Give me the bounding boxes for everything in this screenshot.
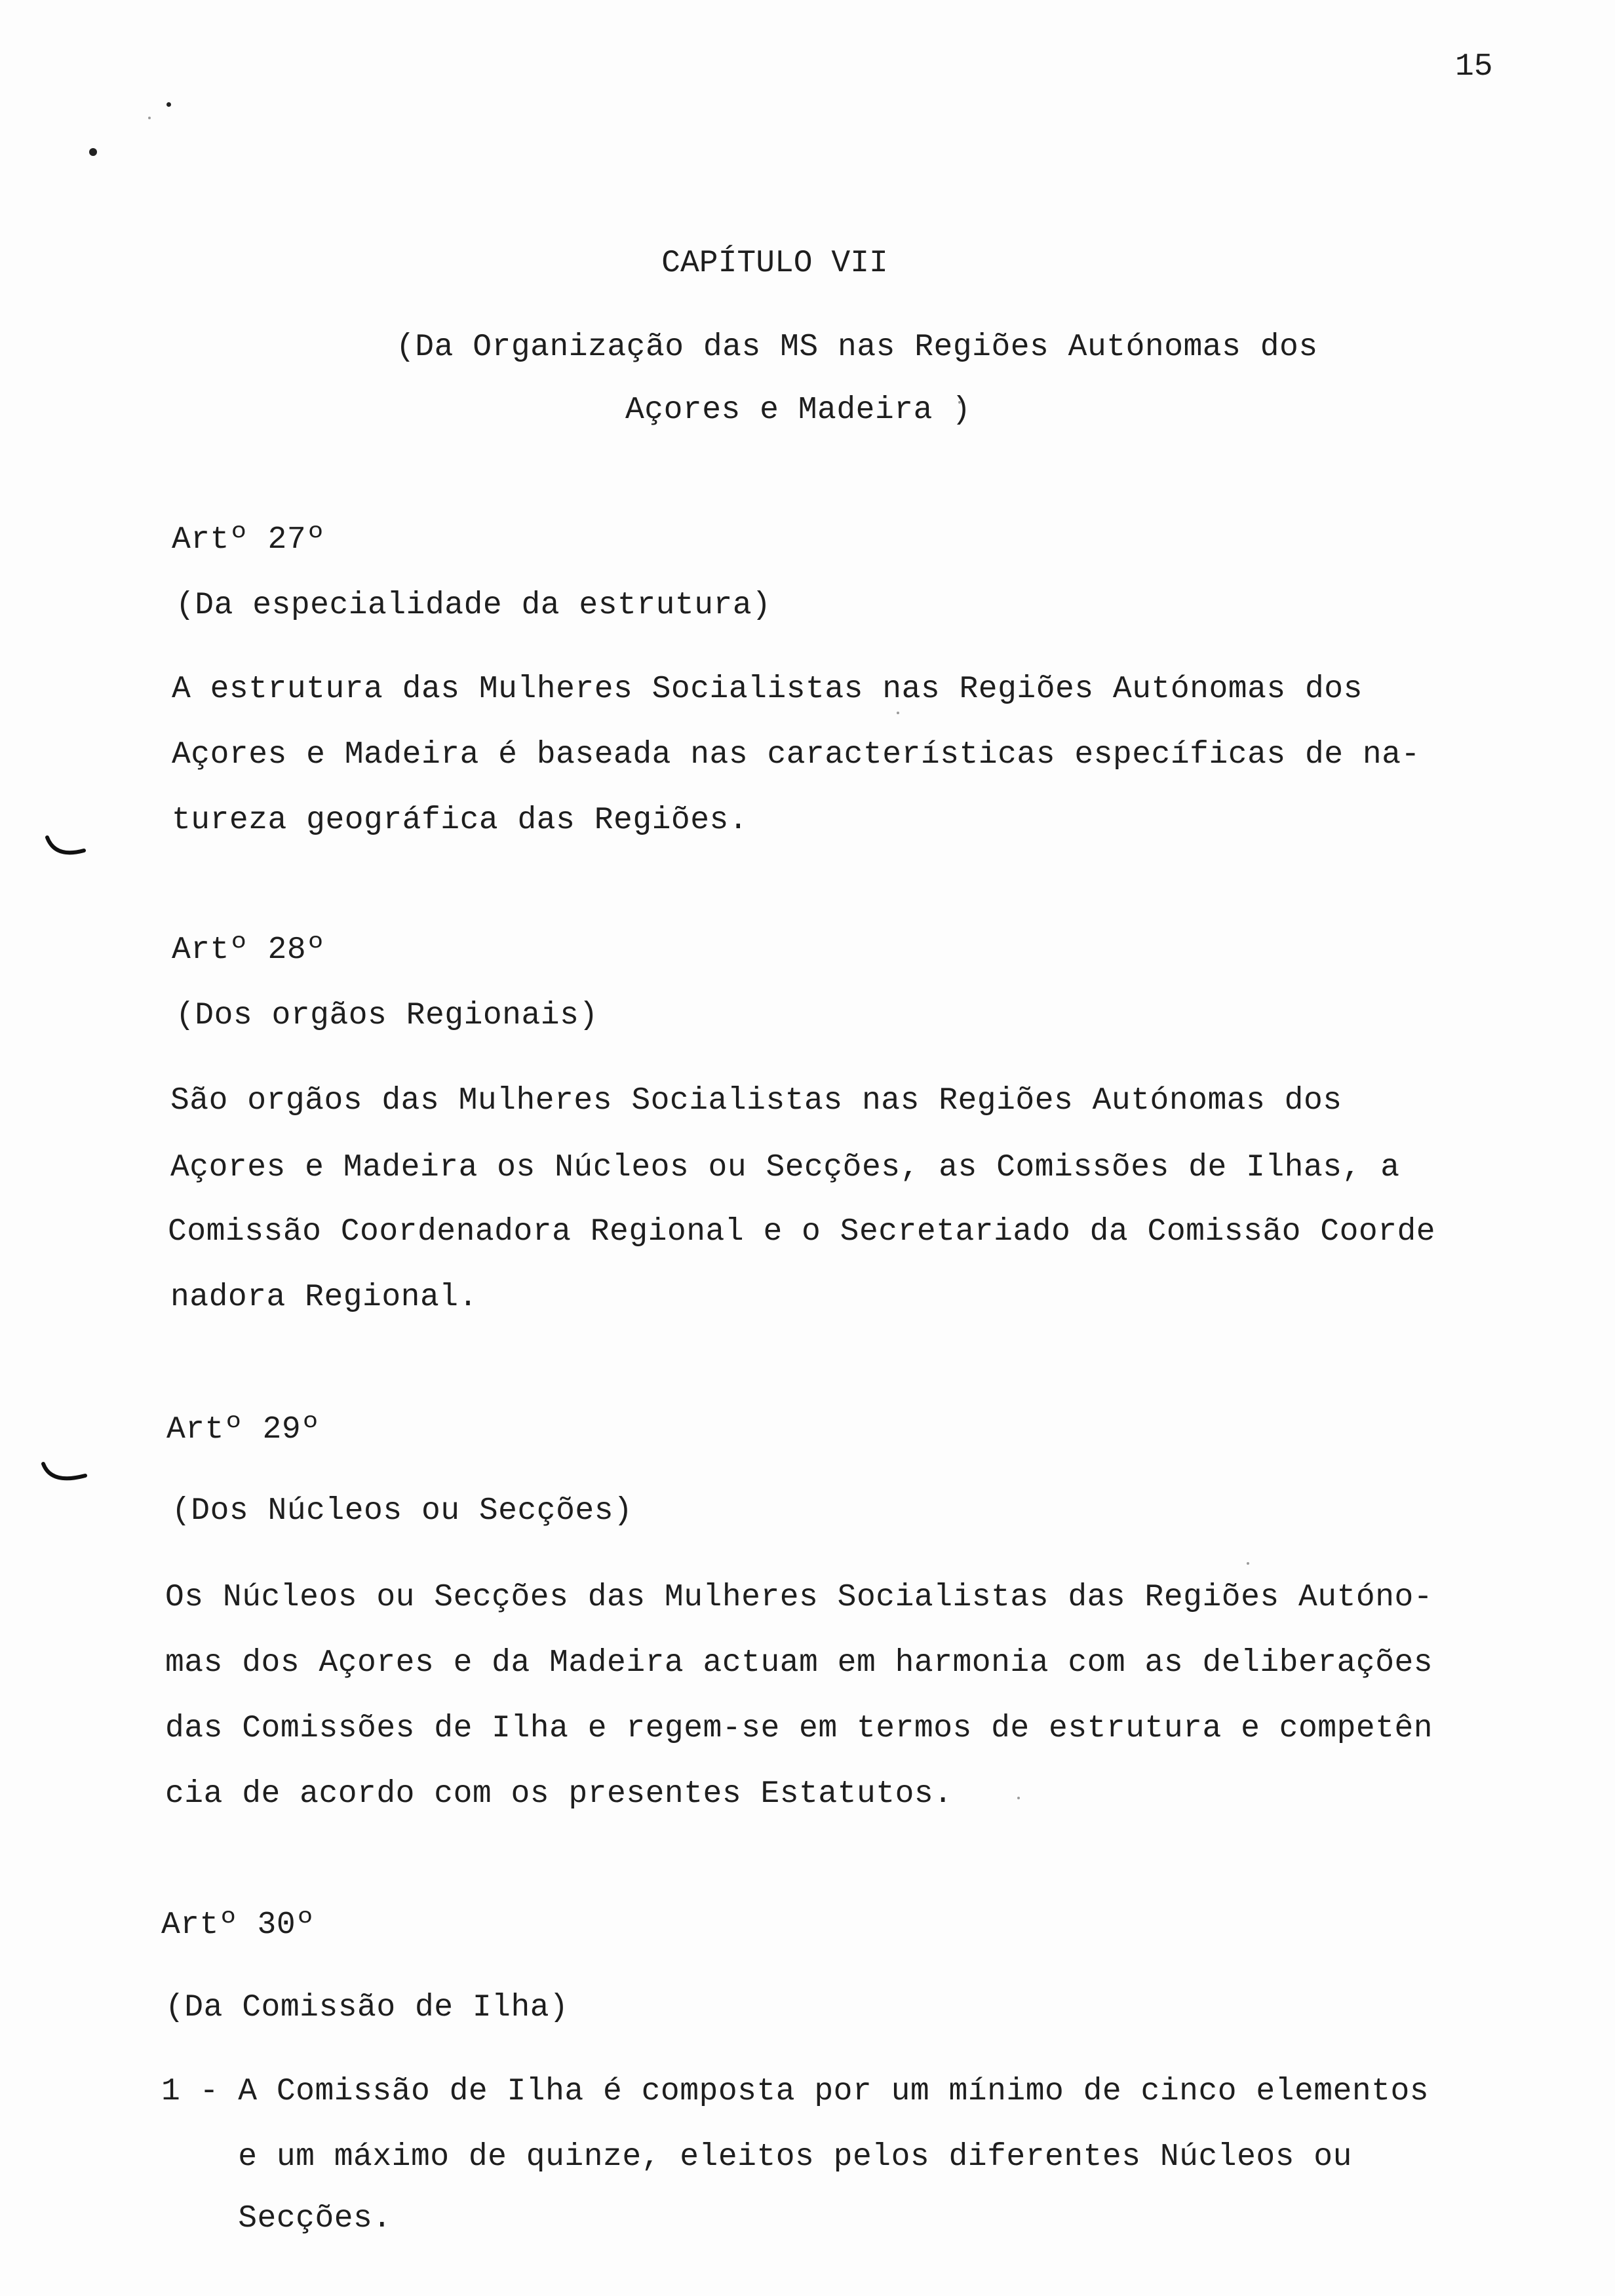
article-title: (Dos Núcleos ou Secções) [172, 1493, 633, 1529]
article-body-line: cia de acordo com os presentes Estatutos. [165, 1776, 953, 1812]
scan-dot [89, 148, 97, 156]
article-title: (Da especialidade da estrutura) [176, 588, 771, 623]
article-body-line: Comissão Coordenadora Regional e o Secretariado da Comissão Coorde [168, 1214, 1436, 1250]
article-body-line: e um máximo de quinze, eleitos pelos diferentes Núcleos ou [161, 2139, 1352, 2175]
article-body-line: A estrutura das Mulheres Socialistas nas Regiões Autónomas dos [172, 672, 1363, 707]
article-body-line: Açores e Madeira é baseada nas características específicas de na- [172, 737, 1420, 773]
article-body-line: das Comissões de Ilha e regem-se em termos de estrutura e competên [165, 1711, 1433, 1746]
margin-check-mark-1 [43, 832, 89, 865]
scan-speck [148, 117, 151, 119]
page-number: 15 [1455, 49, 1493, 85]
article-body-line: nadora Regional. [170, 1280, 478, 1315]
chapter-title: CAPÍTULO VII [661, 246, 888, 281]
article-title: (Dos orgãos Regionais) [176, 998, 598, 1033]
scan-speck [1017, 1797, 1020, 1799]
article-heading: Artº 27º [172, 522, 326, 558]
scan-speck [1247, 1562, 1249, 1565]
article-body-line: mas dos Açores e da Madeira actuam em harmonia com as deliberações [165, 1645, 1433, 1681]
article-body-line: 1 - A Comissão de Ilha é composta por um mínimo de cinco elementos [161, 2074, 1430, 2109]
article-body-line: Os Núcleos ou Secções das Mulheres Socialistas das Regiões Autóno- [165, 1580, 1433, 1615]
article-title: (Da Comissão de Ilha) [165, 1990, 569, 2025]
article-heading: Artº 29º [166, 1412, 321, 1447]
margin-check-mark-2 [39, 1459, 92, 1491]
article-heading: Artº 28º [172, 932, 326, 968]
article-body-line: Secções. [161, 2201, 392, 2236]
scan-speck [897, 712, 899, 714]
article-body-line: tureza geográfica das Regiões. [172, 803, 749, 838]
chapter-subtitle-line-1: (Da Organização das MS nas Regiões Autónomas dos [396, 330, 1318, 365]
article-heading: Artº 30º [161, 1907, 315, 1943]
article-body-line: São orgãos das Mulheres Socialistas nas Regiões Autónomas dos [170, 1083, 1342, 1119]
scan-dot [166, 102, 171, 107]
article-body-line: Açores e Madeira os Núcleos ou Secções, as Comissões de Ilhas, a [170, 1150, 1400, 1185]
chapter-subtitle-line-2: Açores e Madeira ) [625, 392, 971, 428]
